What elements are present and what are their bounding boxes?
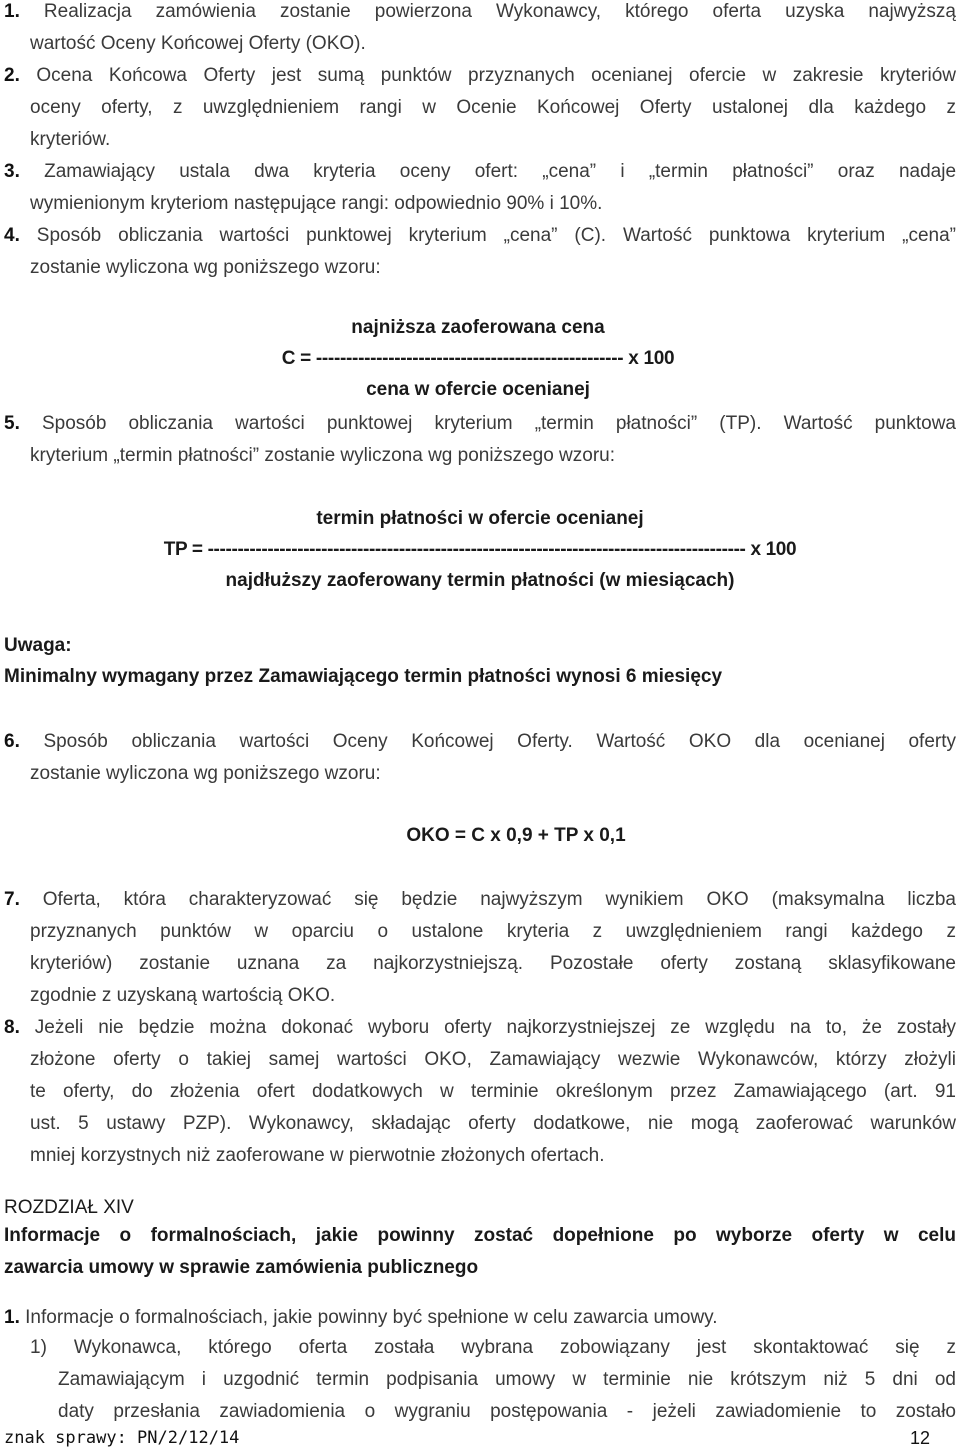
paragraph-text: mniej korzystnych niż zaoferowane w pierwotnie złożonych ofertach. <box>30 1145 605 1166</box>
paragraph-number: 4. <box>4 225 20 246</box>
paragraph-number: 3. <box>4 161 20 182</box>
paragraph-text: ust. 5 ustawy PZP). Wykonawcy, składając oferty dodatkowe, nie mogą zaoferować warunków <box>30 1113 956 1134</box>
formula-tp-denominator: najdłuższy zaoferowany termin płatności (w miesiącach) <box>225 570 735 591</box>
paragraph-number: 1. <box>4 1307 20 1328</box>
note-text: Minimalny wymagany przez Zamawiającego termin płatności wynosi 6 miesięcy <box>4 666 723 687</box>
chapter-heading <box>4 1220 956 1284</box>
note-title: Uwaga: <box>4 635 72 656</box>
section-1-item-1 <box>30 1332 956 1428</box>
paragraph-text: Jeżeli nie będzie można dokonać wyboru oferty najkorzystniejszej ze względu na to, że zostały <box>34 1017 956 1038</box>
paragraph-text: wartość Oceny Końcowej Oferty (OKO). <box>30 33 366 54</box>
paragraph-6 <box>4 726 956 790</box>
formula-oko: OKO = C x 0,9 + TP x 0,1 <box>406 825 626 846</box>
paragraph-7 <box>4 884 956 1012</box>
paragraph-text: oceny oferty, z uwzględnieniem rangi w Ocenie Końcowej Oferty ustalonej dla każdego z <box>30 97 956 118</box>
chapter-heading-line: zawarcia umowy w sprawie zamówienia publicznego <box>4 1257 479 1278</box>
paragraph-number: 6. <box>4 731 20 752</box>
paragraph-text: zostanie wyliczona wg poniższego wzoru: <box>30 763 381 784</box>
paragraph-3 <box>4 156 956 220</box>
list-item-number: 1) <box>30 1337 47 1358</box>
paragraph-text: Zamawiający ustala dwa kryteria oceny ofert: „cena” i „termin płatności” oraz nadaje <box>44 161 957 182</box>
paragraph-number: 2. <box>4 65 20 86</box>
paragraph-4 <box>4 220 956 284</box>
formula-c-fraction-line: C = --------------------------------------------------- x 100 <box>281 348 675 369</box>
paragraph-text: kryteriów. <box>30 129 111 150</box>
paragraph-number: 8. <box>4 1017 20 1038</box>
case-mark: znak sprawy: PN/2/12/14 <box>4 1428 240 1448</box>
paragraph-1 <box>4 0 956 60</box>
paragraph-text: Informacje o formalnościach, jakie powinny być spełnione w celu zawarcia umowy. <box>25 1307 718 1328</box>
paragraph-number: 1. <box>4 1 20 22</box>
formula-c-numerator: najniższa zaoferowana cena <box>351 317 605 338</box>
paragraph-text: daty przesłania zawiadomienia o wygraniu postępowania - jeżeli zawiadomienie to zostało <box>58 1401 956 1422</box>
paragraph-8 <box>4 1012 956 1172</box>
paragraph-text: Oferta, która charakteryzować się będzie najwyższym wynikiem OKO (maksymalna liczba <box>42 889 956 910</box>
section-1 <box>4 1302 718 1334</box>
paragraph-2 <box>4 60 956 156</box>
paragraph-text: Zamawiającym i uzgodnić termin podpisania umowy w terminie nie krótszym niż 5 dni od <box>58 1369 956 1390</box>
paragraph-text: Sposób obliczania wartości Oceny Końcowej Oferty. Wartość OKO dla ocenianej oferty <box>43 731 957 752</box>
chapter-heading-line: Informacje o formalnościach, jakie powinny zostać dopełnione po wyborze oferty w celu <box>4 1225 956 1246</box>
page-number: 12 <box>909 1428 930 1448</box>
paragraph-number: 7. <box>4 889 20 910</box>
paragraph-text: Sposób obliczania wartości punktowej kryterium „cena” (C). Wartość punktowa kryterium „cena” <box>36 225 956 246</box>
paragraph-text: te oferty, do złożenia ofert dodatkowych w terminie określonym przez Zamawiającego (art. 91 <box>30 1081 956 1102</box>
paragraph-text: zgodnie z uzyskaną wartością OKO. <box>30 985 336 1006</box>
paragraph-text: Ocena Końcowa Oferty jest sumą punktów przyznanych ocenianej ofercie w zakresie kryteriów <box>36 65 956 86</box>
chapter-title: ROZDZIAŁ XIV <box>4 1197 134 1218</box>
paragraph-text: Wykonawca, którego oferta została wybrana zobowiązany jest skontaktować się z <box>73 1337 956 1358</box>
paragraph-5 <box>4 408 956 472</box>
paragraph-text: kryteriów) zostanie uznana za najkorzystniejszą. Pozostałe oferty zostaną sklasyfikowane <box>30 953 956 974</box>
paragraph-text: kryterium „termin płatności” zostanie wyliczona wg poniższego wzoru: <box>30 445 616 466</box>
paragraph-text: Realizacja zamówienia zostanie powierzona Wykonawcy, którego oferta uzyska najwyższą <box>43 1 956 22</box>
paragraph-number: 5. <box>4 413 20 434</box>
paragraph-text: zostanie wyliczona wg poniższego wzoru: <box>30 257 381 278</box>
formula-tp-numerator: termin płatności w ofercie ocenianej <box>316 508 644 529</box>
paragraph-text: Sposób obliczania wartości punktowej kryterium „termin płatności” (TP). Wartość punktowa <box>41 413 956 434</box>
paragraph-text: przyznanych punktów w oparciu o ustalone kryteria z uwzględnieniem rangi każdego z <box>30 921 956 942</box>
formula-tp-fraction-line: TP = ------------------------------------------------------------------------------------------ x 100 <box>163 539 797 560</box>
paragraph-text: wymienionym kryteriom następujące rangi: odpowiednio 90% i 10%. <box>30 193 603 214</box>
page-footer <box>4 1428 930 1448</box>
paragraph-text: złożone oferty o takiej samej wartości OKO, Zamawiający wezwie Wykonawców, którzy złożyli <box>30 1049 956 1070</box>
formula-c-denominator: cena w ofercie ocenianej <box>366 379 590 400</box>
